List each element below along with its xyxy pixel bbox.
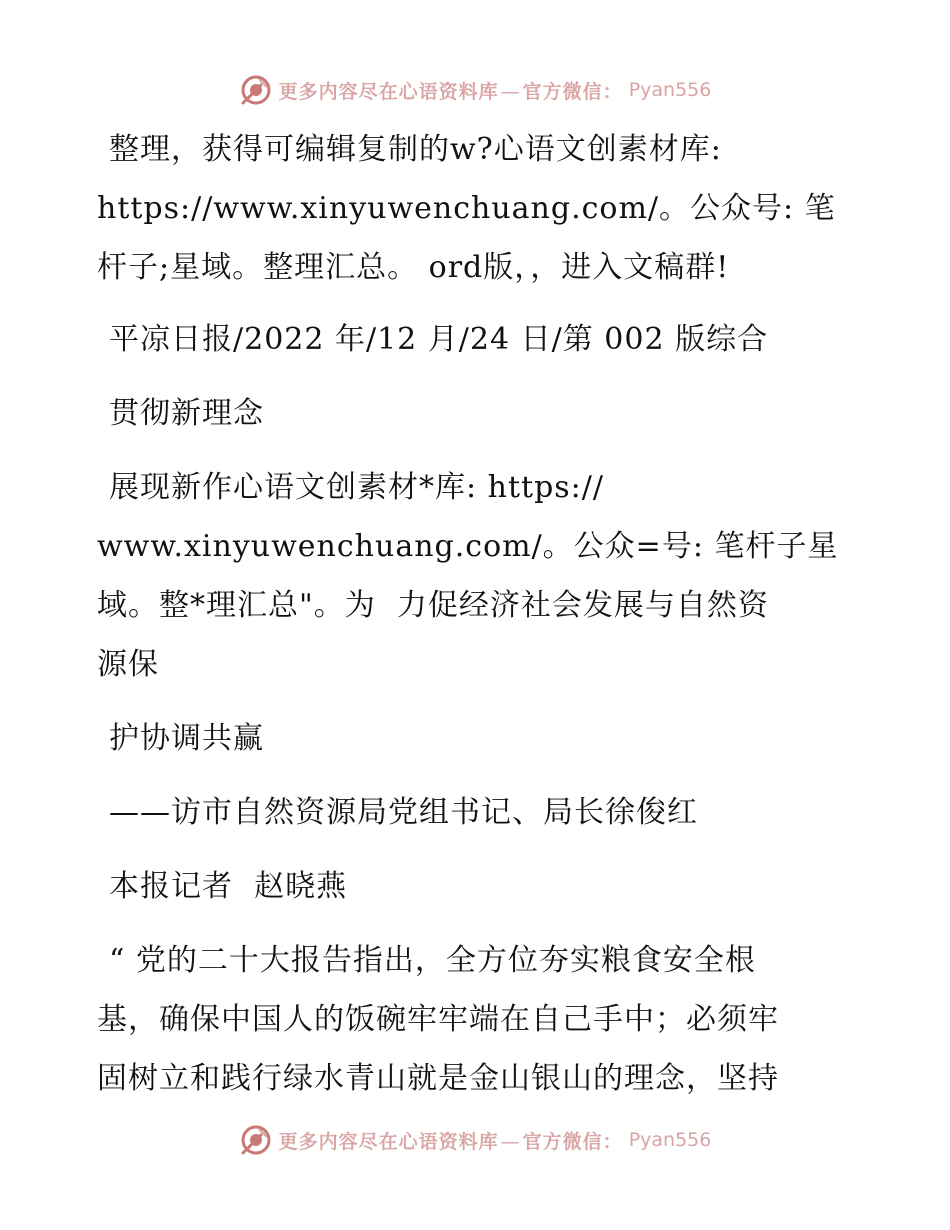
text-line: 固树立和践行绿水青山就是金山银山的理念，坚持 [97, 1061, 779, 1096]
brand-logo-icon [239, 73, 273, 107]
banner-text: 更多内容尽在心语资料库 — 官方微信： [278, 80, 623, 103]
text-line: 整理，获得可编辑复制的w?心语文创素材库: [109, 132, 722, 167]
banner-text: 更多内容尽在心语资料库 — 官方微信： [278, 1130, 623, 1153]
header-watermark-banner [0, 70, 950, 110]
text-line: 杆子;星域。整理汇总。 ord版，，进入文稿群! [97, 250, 730, 285]
article-title-continued: 护协调共赢 [109, 721, 264, 756]
article-subtitle: ——访市自然资源局党组书记、局长徐俊红 [109, 795, 698, 830]
text-line: 基，确保中国人的饭碗牢牢端在自己手中；必须牢 [97, 1002, 779, 1037]
footer-watermark-banner [0, 1120, 950, 1160]
article-title: 贯彻新理念 [109, 396, 264, 431]
text-line: 域。整*理汇总"。为 力促经济社会发展与自然资 [97, 588, 769, 623]
text-line: www.xinyuwenchuang.com/。公众=号: 笔杆子星 [97, 529, 839, 564]
text-line: 展现新作心语文创素材*库: https:// [109, 470, 604, 505]
banner-wechat-id: Pyan556 [628, 79, 712, 101]
text-line: https://www.xinyuwenchuang.com/。公众号: 笔 [97, 191, 836, 226]
text-line: “ 党的二十大报告指出，全方位夯实粮食安全根 [109, 943, 756, 978]
byline: 本报记者 赵晓燕 [109, 869, 348, 904]
text-line: 源保 [97, 647, 159, 682]
brand-logo-icon [239, 1123, 273, 1157]
banner-wechat-id: Pyan556 [628, 1129, 712, 1151]
source-line: 平凉日报/2022 年/12 月/24 日/第 002 版综合 [109, 322, 769, 357]
document-body [97, 120, 857, 1099]
